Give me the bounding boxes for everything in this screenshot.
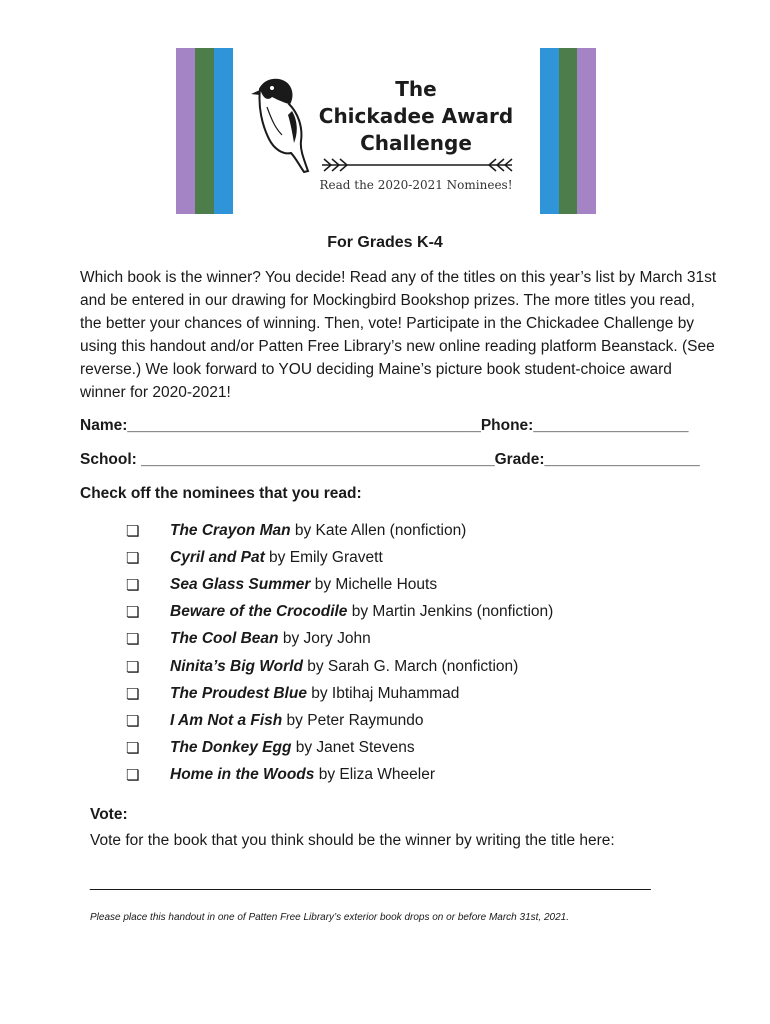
right-stripe-green	[559, 48, 578, 214]
banner-title-line: The	[395, 77, 437, 101]
checklist-heading: Check off the nominees that you read:	[80, 485, 362, 502]
book-author: by Michelle Houts	[310, 575, 438, 593]
checkbox-icon[interactable]: ❏	[126, 522, 140, 540]
checkbox-icon[interactable]: ❏	[126, 767, 140, 785]
checkbox-icon[interactable]: ❏	[126, 604, 140, 622]
banner-title-line: Chickadee Award	[318, 104, 514, 128]
nominee-item	[126, 571, 553, 598]
intro-paragraph: Which book is the winner? You decide! Read any of the titles on this year’s list by March 31st and be entered in our drawing for Mockingbird Bookshop prizes. The more titles you read, the better your chances of winning. Then, vote! Participate in the Chickadee Challenge by using this handout and/or Patten Free Library’s new online reading platform Beanstack. (See reverse.) We look forward to YOU deciding Maine’s picture book student-choice award winner for 2020-2021!	[80, 269, 717, 401]
left-stripe-green	[195, 48, 214, 214]
nominee-item	[126, 707, 553, 734]
right-stripe-blue	[540, 48, 559, 214]
vote-heading: Vote:	[90, 806, 128, 823]
banner-subtitle: Read the 2020-2021 Nominees!	[319, 178, 513, 192]
left-stripe-blue	[214, 48, 233, 214]
book-title: Sea Glass Summer	[170, 575, 311, 593]
banner-title	[300, 76, 532, 157]
arrow-divider-icon	[320, 156, 514, 174]
nominee-item	[126, 680, 553, 707]
book-author: by Peter Raymundo	[282, 711, 424, 729]
nominee-item	[126, 544, 553, 571]
footer-note: Please place this handout in one of Patten Free Library’s exterior book drops on or before March 31st, 2021.	[90, 912, 569, 923]
grades-heading: For Grades K-4	[327, 234, 443, 251]
school-grade-field[interactable]: School: _________________________________________Grade:__________________	[80, 451, 700, 468]
book-author: by Kate Allen (nonfiction)	[290, 521, 467, 539]
right-stripe-purple	[577, 48, 596, 214]
book-author: by Jory John	[278, 630, 371, 648]
vote-write-in-line[interactable]: _____________________________________________________________________	[90, 874, 651, 891]
checkbox-icon[interactable]: ❏	[126, 658, 140, 676]
book-author: by Janet Stevens	[291, 739, 415, 757]
banner-title-line: Challenge	[360, 131, 472, 155]
checkbox-icon[interactable]: ❏	[126, 631, 140, 649]
left-stripe-purple	[176, 48, 195, 214]
nominee-item	[126, 653, 553, 680]
book-title: Ninita’s Big World	[170, 657, 303, 675]
checkbox-icon[interactable]: ❏	[126, 712, 140, 730]
book-title: The Proudest Blue	[170, 684, 307, 702]
book-title: The Cool Bean	[170, 630, 279, 648]
vote-instruction: Vote for the book that you think should be the winner by writing the title here:	[90, 832, 615, 849]
book-author: by Ibtihaj Muhammad	[306, 684, 460, 702]
checkbox-icon[interactable]: ❏	[126, 740, 140, 758]
nominee-item	[126, 762, 553, 789]
book-author: by Sarah G. March (nonfiction)	[302, 657, 519, 675]
book-author: by Eliza Wheeler	[314, 766, 435, 784]
checkbox-icon[interactable]: ❏	[126, 576, 140, 594]
nominee-item	[126, 735, 553, 762]
book-title: The Donkey Egg	[170, 739, 292, 757]
nominee-item	[126, 599, 553, 626]
checkbox-icon[interactable]: ❏	[126, 685, 140, 703]
nominee-list	[126, 517, 553, 789]
book-author: by Martin Jenkins (nonfiction)	[347, 603, 554, 621]
book-title: The Crayon Man	[170, 521, 291, 539]
book-author: by Emily Gravett	[264, 548, 383, 566]
book-title: Beware of the Crocodile	[170, 603, 348, 621]
book-title: Home in the Woods	[170, 766, 315, 784]
checkbox-icon[interactable]: ❏	[126, 549, 140, 567]
name-phone-field[interactable]: Name:_________________________________________Phone:__________________	[80, 417, 689, 434]
book-title: I Am Not a Fish	[170, 711, 283, 729]
nominee-item	[126, 517, 553, 544]
book-title: Cyril and Pat	[170, 548, 265, 566]
nominee-item	[126, 626, 553, 653]
